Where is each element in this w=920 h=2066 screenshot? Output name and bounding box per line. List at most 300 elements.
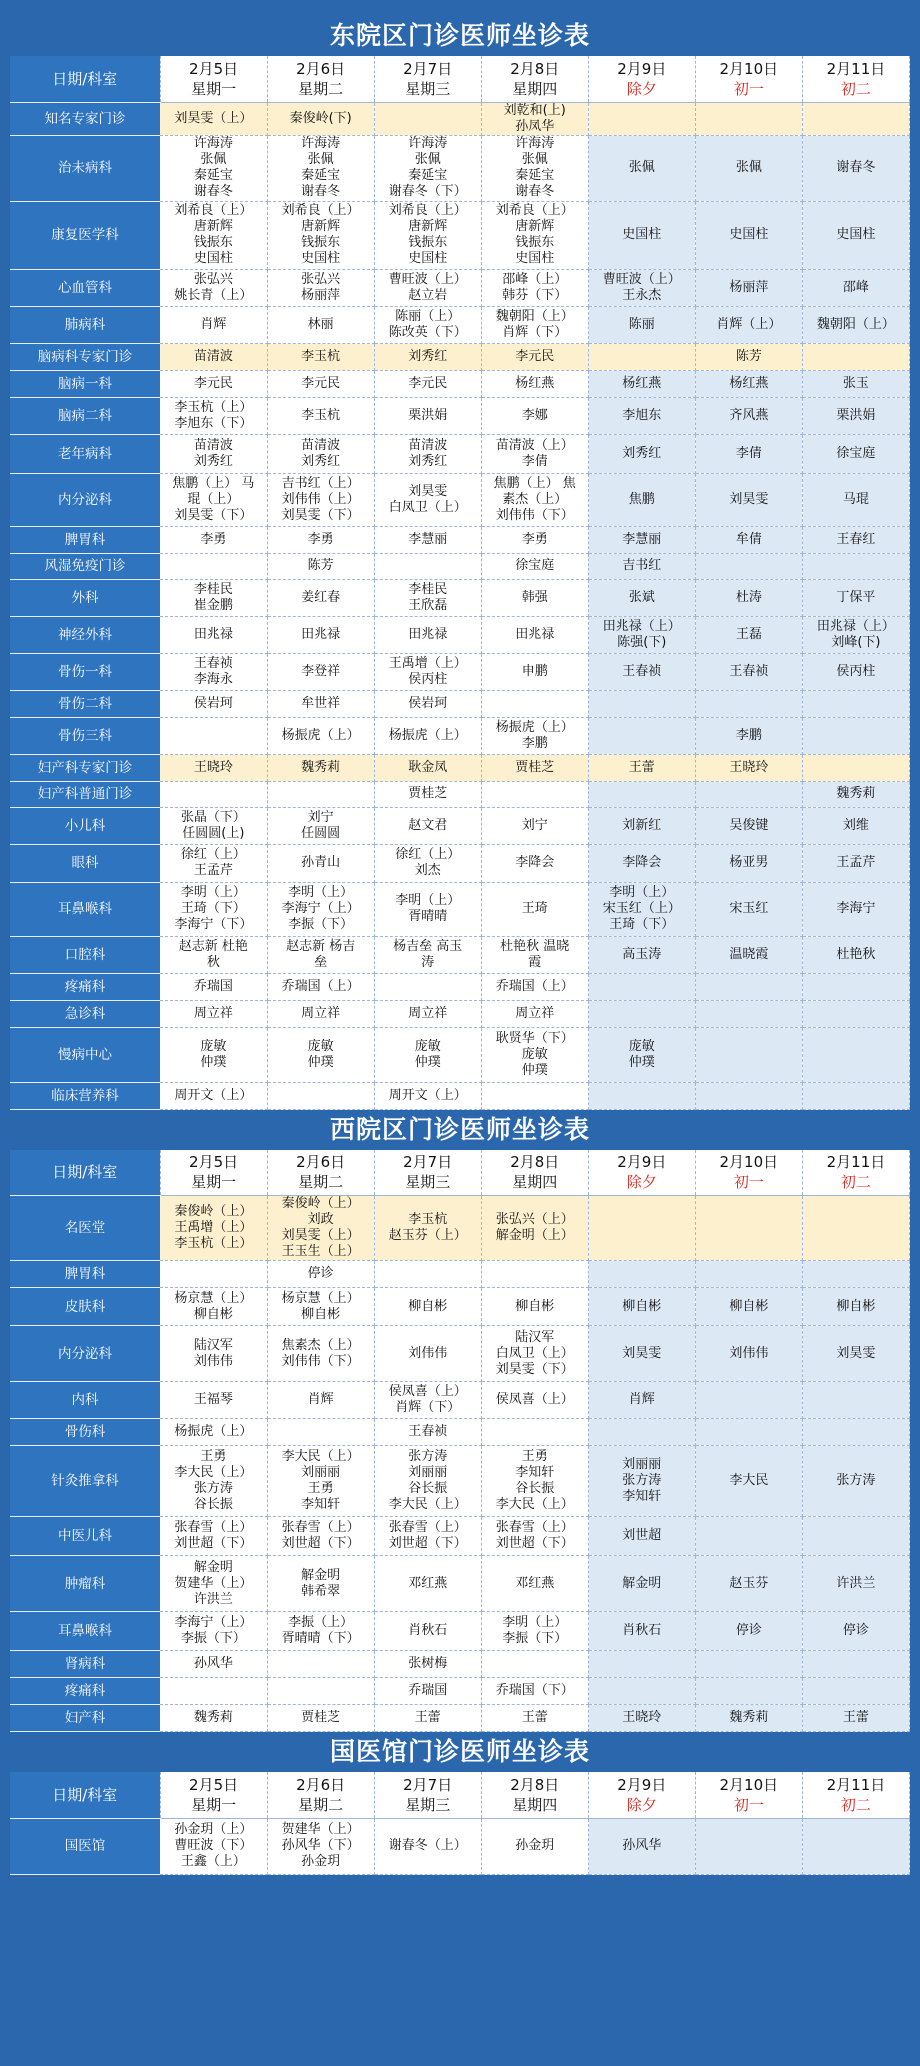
weekday-text: 初二 [840,1173,871,1192]
doctor-name: 秦俊岭（上） [174,1204,253,1219]
dept-label: 骨伤一科 [10,653,160,690]
table-row [10,1196,910,1261]
schedule-cell [802,616,909,653]
schedule-cell [802,553,909,579]
doctor-name: 李明（上） [180,885,246,900]
schedule-cell [374,397,481,434]
table-row [10,135,910,201]
doctor-name: 肖辉（下） [395,1400,461,1415]
doctor-name: 陆汉军 [515,1329,555,1345]
schedule-cell [481,936,588,973]
doctor-name: 唐新辉 [301,219,341,234]
date-text: 2月6日 [296,1775,346,1794]
schedule-cell [267,781,374,807]
doctor-name: 赵玉芬（上） [388,1228,467,1243]
schedule-cell [160,1000,267,1027]
doctor-name: 李勇 [200,531,227,547]
schedule-cell [481,397,588,434]
doctor-name: 苗清波 [408,437,448,453]
schedule-cell [588,1651,695,1678]
doctor-name: 孙风华 [193,1656,233,1671]
doctor-name: 刘昊雯 [729,491,769,507]
doctor-name: 李大民 [729,1473,769,1488]
doctor-name: 任圆圆 [301,825,341,841]
doctor-name: 周开文（上） [388,1087,467,1103]
schedule-cell [267,1288,374,1326]
table-row [10,343,910,370]
dept-label: 小儿科 [10,807,160,844]
doctor-name: 孙金玥（上） [174,1822,253,1837]
doctor-name: 刘昊雯（上） [174,110,253,126]
day-header [695,1150,802,1196]
table-row [10,579,910,616]
doctor-name: 王玉生（上） [281,1244,360,1259]
doctor-name: 王春祯 [622,663,662,679]
doctor-name: 贾桂芝 [408,786,448,801]
doctor-name: 张方涛 [193,1481,233,1496]
dept-label: 慢病中心 [10,1027,160,1082]
doctor-name: 柳自彬 [515,1298,555,1314]
schedule-cell [481,1288,588,1326]
schedule-section [10,16,910,1110]
doctor-name: 牟世祥 [301,695,341,711]
schedule-cell [695,553,802,579]
schedule-cell [160,781,267,807]
table-row [10,1446,910,1517]
doctor-name: 唐新辉 [408,219,448,234]
schedule-cell [160,135,267,201]
dept-label: 肿瘤科 [10,1556,160,1612]
doctor-name: 刘昊雯（上） [281,1228,360,1243]
doctor-name: 乔瑞国（下） [495,1683,574,1698]
schedule-cell [160,616,267,653]
schedule-cell [802,473,909,526]
schedule-cell [588,102,695,135]
doctor-name: 李振（下） [180,1631,246,1646]
schedule-cell [802,1326,909,1382]
table-row [10,653,910,690]
schedule-cell [588,690,695,717]
schedule-cell [160,653,267,690]
schedule-cell [695,269,802,306]
schedule-cell [695,1612,802,1651]
dept-label: 耳鼻喉科 [10,1612,160,1651]
schedule-cell [160,269,267,306]
doctor-name: 王蕾 [842,1710,869,1725]
schedule-cell [802,434,909,473]
header-label: 日期/科室 [10,1772,160,1818]
schedule-cell [160,579,267,616]
schedule-cell [374,434,481,473]
schedule-cell [802,269,909,306]
section-title: 东院区门诊医师坐诊表 [329,21,590,50]
doctor-name: 垒 [314,954,328,970]
doctor-name: 赵志新 杨吉 [286,938,356,954]
doctor-name: 周立祥 [408,1005,448,1021]
schedule-cell [481,1027,588,1082]
schedule-cell [374,1651,481,1678]
schedule-cell [374,553,481,579]
dept-label: 心血管科 [10,269,160,306]
doctor-name: 白凤卫（上） [388,499,467,515]
doctor-name: 许洪兰 [193,1591,233,1607]
doctor-name: 李元民 [301,375,341,391]
schedule-cell [481,1419,588,1446]
doctor-name: 秋 [206,954,220,970]
dept-label: 疼痛科 [10,973,160,1000]
table-row [10,1326,910,1382]
weekday-text: 星期二 [298,79,344,98]
doctor-name: 李明（上） [502,1615,568,1630]
doctor-name: 庞敏 [521,1046,548,1062]
dept-label: 国医馆 [10,1818,160,1874]
doctor-name: 李玉杭 [301,407,341,423]
doctor-name: 刘新红 [622,817,662,833]
date-text: 2月5日 [189,59,239,78]
table-row [10,1556,910,1612]
schedule-cell [481,579,588,616]
schedule-cell [160,1556,267,1612]
weekday-text: 星期一 [191,1795,237,1814]
schedule-cell [267,269,374,306]
schedule-cell [588,1612,695,1651]
doctor-name: 王福琴 [193,1392,233,1407]
schedule-cell [588,807,695,844]
schedule-cell [481,526,588,553]
schedule-cell [588,1288,695,1326]
schedule-cell [695,690,802,717]
doctor-name: 赵立岩 [408,287,448,303]
dept-label: 疼痛科 [10,1678,160,1705]
doctor-name: 仲璞 [200,1054,227,1070]
schedule-cell [802,1446,909,1517]
doctor-name: 李海宁（上） [174,1615,253,1630]
doctor-name: 田兆禄 [515,626,555,642]
dept-label: 骨伤三科 [10,717,160,754]
doctor-name: 李海宁（下） [174,917,253,932]
schedule-cell [267,397,374,434]
table-row [10,936,910,973]
doctor-name: 李大民（上） [495,1497,574,1512]
schedule-cell [588,1517,695,1556]
schedule-cell [695,882,802,936]
dept-label: 肾病科 [10,1651,160,1678]
schedule-cell [374,269,481,306]
doctor-name: 姜红春 [301,589,341,605]
day-header [481,1150,588,1196]
dept-label: 脑病二科 [10,397,160,434]
schedule-cell [588,1382,695,1419]
day-header [160,1150,267,1196]
doctor-name: 刘世超（下） [388,1536,467,1551]
day-header [588,1150,695,1196]
doctor-name: 李振（上） [288,1615,354,1630]
date-text: 2月6日 [296,1153,346,1172]
doctor-name: 苗清波 [193,437,233,453]
doctor-name: 王勇 [521,1449,548,1464]
doctor-name: 侯凤喜（上） [495,1392,574,1407]
doctor-name: 魏秀莉 [193,1710,233,1725]
schedule-cell [802,1419,909,1446]
doctor-name: 柳自彬 [836,1298,876,1314]
date-text: 2月5日 [189,1153,239,1172]
schedule-cell [695,579,802,616]
schedule-cell [481,306,588,343]
doctor-name: 肖辉 [628,1392,655,1407]
schedule-cell [374,135,481,201]
schedule-cell [588,1678,695,1705]
schedule-cell [374,1196,481,1261]
dept-label: 治未病科 [10,135,160,201]
schedule-cell [481,1446,588,1517]
table-row [10,1678,910,1705]
doctor-name: 李振（下） [502,1631,568,1646]
header-label: 日期/科室 [10,56,160,102]
doctor-name: 胥晴晴 [408,909,448,924]
schedule-cell [267,579,374,616]
schedule-cell [802,754,909,781]
doctor-name: 王晓玲 [622,1710,662,1725]
doctor-name: 邓红燕 [515,1575,555,1591]
schedule-cell [160,1382,267,1419]
schedule-cell [267,1556,374,1612]
schedule-cell [481,616,588,653]
doctor-name: 吉书红（上） [281,475,360,491]
schedule-cell [267,807,374,844]
schedule-cell [160,102,267,135]
schedule-cell [374,201,481,269]
doctor-name: 杨振虎（上） [495,719,574,735]
schedule-cell [588,717,695,754]
dept-label: 妇产科普通门诊 [10,781,160,807]
dept-label: 知名专家门诊 [10,102,160,135]
doctor-name: 李慧丽 [408,531,448,547]
doctor-name: 崔金鹏 [193,597,233,613]
schedule-cell [267,102,374,135]
schedule-cell [802,1000,909,1027]
doctor-name: 谢春冬（下） [388,184,467,199]
doctor-name: 李大民（上） [388,1497,467,1512]
schedule-cell [695,526,802,553]
schedule-cell [802,1556,909,1612]
doctor-name: 谷长振 [408,1481,448,1496]
dept-label: 临床营养科 [10,1082,160,1109]
table-row [10,1288,910,1326]
doctor-name: 焦鹏 [628,491,655,507]
schedule-cell [802,690,909,717]
table-row [10,306,910,343]
table-row [10,717,910,754]
schedule-cell [481,1196,588,1261]
doctor-name: 姚长青（上） [174,287,253,303]
schedule-cell [695,1382,802,1419]
schedule-cell [374,306,481,343]
doctor-name: 张佩 [628,160,655,175]
schedule-cell [267,616,374,653]
doctor-name: 刘世超（下） [174,1536,253,1551]
table-row [10,102,910,135]
doctor-name: 谢春冬 [301,184,341,199]
schedule-cell [267,1261,374,1288]
doctor-name: 赵志新 杜艳 [178,938,248,954]
date-text: 2月11日 [826,1153,886,1172]
doctor-name: 胥晴晴（下） [281,1631,360,1646]
date-text: 2月9日 [617,1153,667,1172]
doctor-name: 李鹏 [521,735,548,751]
doctor-name: 宋玉红（上） [602,901,681,916]
table-row [10,882,910,936]
doctor-name: 王禹增（上） [174,1220,253,1235]
schedule-cell [481,781,588,807]
schedule-cell [481,434,588,473]
schedule-cell [481,754,588,781]
schedule-cell [481,807,588,844]
doctor-name: 李倩 [521,453,548,469]
day-header [481,56,588,102]
schedule-cell [267,370,374,397]
schedule-cell [481,269,588,306]
doctor-name: 杨京慧（上） [281,1290,360,1306]
doctor-name: 许洪兰 [836,1575,876,1591]
doctor-name: 王晓玲 [193,759,233,775]
day-header [267,1150,374,1196]
schedule-cell [802,1705,909,1732]
schedule-cell [588,1419,695,1446]
doctor-name: 曹旺波（上） [602,271,681,287]
schedule-cell [695,973,802,1000]
doctor-name: 李倩 [735,445,762,461]
schedule-table [10,56,910,1110]
schedule-cell [374,102,481,135]
doctor-name: 柳自彬 [193,1306,233,1322]
schedule-cell [695,306,802,343]
doctor-name: 刘杰 [414,863,441,878]
schedule-cell [160,1419,267,1446]
schedule-cell [374,473,481,526]
doctor-name: 王蕾 [628,759,655,775]
table-row [10,844,910,882]
doctor-name: 刘峰(下) [831,634,881,650]
doctor-name: 李旭东（下） [174,415,253,431]
doctor-name: 杨红燕 [729,375,769,391]
schedule-cell [588,1326,695,1382]
date-text: 2月7日 [403,59,453,78]
dept-label: 风湿免疫门诊 [10,553,160,579]
dept-label: 内科 [10,1382,160,1419]
doctor-name: 温晓霞 [729,946,769,962]
schedule-cell [374,1000,481,1027]
header-label: 日期/科室 [10,1150,160,1196]
doctor-name: 谢春冬 [193,184,233,199]
doctor-name: 李登祥 [301,663,341,679]
schedule-cell [160,1082,267,1109]
schedule-cell [267,526,374,553]
schedule-cell [267,653,374,690]
schedule-cell [695,397,802,434]
day-header [160,56,267,102]
schedule-cell [267,936,374,973]
doctor-name: 牟倩 [735,531,762,547]
schedule-cell [588,343,695,370]
schedule-cell [481,1082,588,1109]
doctor-name: 杨振虎（上） [388,727,467,743]
doctor-name: 刘昊雯（下） [495,1361,574,1377]
doctor-name: 徐宝庭 [515,558,555,573]
doctor-name: 刘政 [307,1212,334,1227]
schedule-cell [802,1517,909,1556]
table-row [10,473,910,526]
doctor-name: 乔瑞国 [193,978,233,994]
doctor-name: 韩希翠 [301,1583,341,1599]
doctor-name: 苗清波（上） [495,437,574,453]
schedule-cell [481,973,588,1000]
doctor-name: 李明（上） [609,885,675,900]
doctor-name: 刘世超（下） [281,1536,360,1551]
day-header [695,56,802,102]
doctor-name: 刘丽丽 [622,1457,662,1472]
doctor-name: 刘昊雯 [622,1345,662,1361]
doctor-name: 李玉杭 [301,348,341,364]
doctor-name: 钱振东 [515,235,555,250]
doctor-name: 张玉 [842,375,869,391]
day-header [481,1772,588,1818]
doctor-name: 李降会 [515,855,555,870]
schedule-cell [588,473,695,526]
schedule-cell [267,1082,374,1109]
doctor-name: 孙金玥 [301,1854,341,1869]
doctor-name: 赵玉芬 [729,1575,769,1591]
schedule-cell [481,844,588,882]
table-row [10,1000,910,1027]
schedule-cell [481,1326,588,1382]
schedule-cell [588,1446,695,1517]
doctor-name: 田兆禄（上） [816,618,895,634]
doctor-name: 陆汉军 [193,1337,233,1353]
schedule-cell [802,807,909,844]
doctor-name: 史国柱 [622,227,662,242]
dept-label: 针灸推拿科 [10,1446,160,1517]
doctor-name: 刘昊雯 [408,483,448,499]
doctor-name: 杜艳秋 温晓 [500,938,570,954]
doctor-name: 涛 [421,954,435,970]
weekday-text: 初二 [840,79,871,98]
dept-label: 名医堂 [10,1196,160,1261]
doctor-name: 张方涛 [836,1473,876,1488]
doctor-name: 魏秀莉 [301,759,341,775]
schedule-cell [267,1705,374,1732]
schedule-cell [802,370,909,397]
doctor-name: 秦俊岭（上） [281,1196,360,1211]
doctor-name: 李慧丽 [622,531,662,547]
schedule-cell [802,1382,909,1419]
table-row [10,1261,910,1288]
doctor-name: 庞敏 [414,1038,441,1054]
schedule-cell [588,1027,695,1082]
table-row [10,434,910,473]
doctor-name: 停诊 [735,1623,762,1638]
schedule-cell [802,844,909,882]
schedule-cell [160,526,267,553]
doctor-name: 庞敏 [307,1038,334,1054]
day-header [695,1772,802,1818]
weekday-text: 除夕 [626,79,657,98]
doctor-name: 贺建华（上） [281,1822,360,1837]
schedule-cell [695,1027,802,1082]
doctor-name: 张树梅 [408,1656,448,1671]
doctor-name: 李明（上） [288,885,354,900]
weekday-text: 星期二 [298,1795,344,1814]
schedule-cell [588,306,695,343]
